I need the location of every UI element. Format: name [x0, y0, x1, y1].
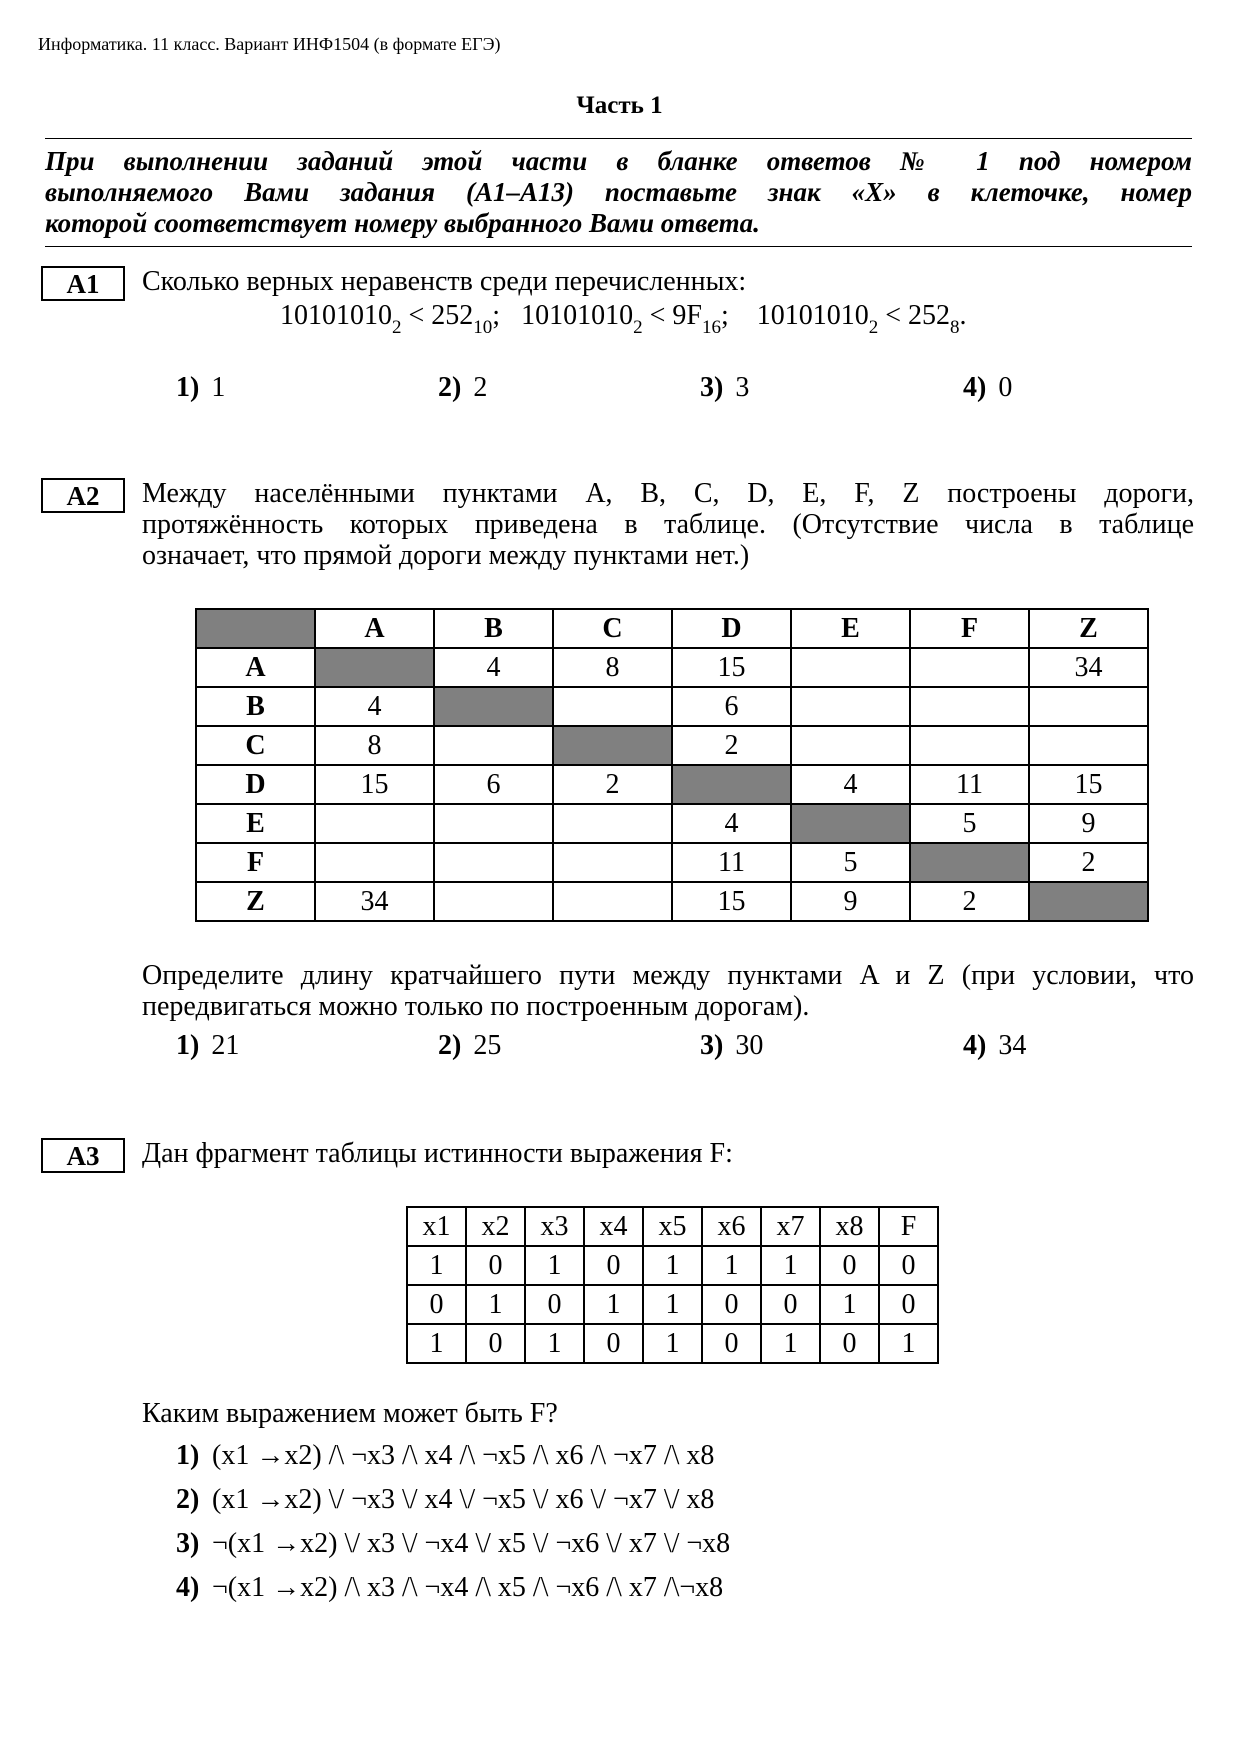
truth-cell: 1: [879, 1324, 938, 1363]
row-header: A: [196, 648, 315, 687]
distance-cell: [791, 726, 910, 765]
column-header: x2: [466, 1207, 525, 1246]
distance-cell: 4: [672, 804, 791, 843]
a2-intro-line: Между населёнными пунктами A, B, C, D, E, F, Z построены дороги,: [142, 478, 1194, 509]
column-header: Z: [1029, 609, 1148, 648]
a2-option-3[interactable]: 3) 30: [700, 1030, 764, 1061]
truth-cell: 1: [702, 1246, 761, 1285]
truth-cell: 1: [761, 1324, 820, 1363]
truth-cell: 0: [820, 1324, 879, 1363]
distance-cell: [553, 687, 672, 726]
a3-option-2[interactable]: 2) (x1 →x2) \/ ¬x3 \/ x4 \/ ¬x5 \/ x6 \/ ¬x7 \/ x8: [176, 1484, 715, 1515]
roads-header-row: [196, 609, 1148, 648]
column-header: x3: [525, 1207, 584, 1246]
distance-cell: [791, 687, 910, 726]
a2-intro: [142, 478, 1194, 571]
truth-cell: 1: [525, 1246, 584, 1285]
corner-cell: [196, 609, 315, 648]
a1-question: Сколько верных неравенств среди перечисленных:: [142, 266, 747, 297]
instruction-line: выполняемого Вами задания (А1–А13) поставьте знак «Х» в клеточке, номер: [45, 177, 1192, 207]
column-header: F: [910, 609, 1029, 648]
distance-cell: 4: [434, 648, 553, 687]
distance-cell: 34: [315, 882, 434, 921]
truth-cell: 0: [407, 1285, 466, 1324]
distance-cell: [910, 726, 1029, 765]
distance-cell: 15: [672, 882, 791, 921]
a1-inequality-3: $10101010_2 < 252_8$.: [756, 300, 967, 338]
distance-cell: 8: [553, 648, 672, 687]
a2-intro-line: означает, что прямой дороги между пунктами нет.): [142, 540, 750, 571]
distance-cell: [553, 843, 672, 882]
truth-cell: 1: [761, 1246, 820, 1285]
truth-cell: 0: [702, 1324, 761, 1363]
table-row: [407, 1246, 938, 1285]
distance-cell: [553, 804, 672, 843]
divider-bottom: [45, 246, 1192, 247]
a1-inequalities: [280, 300, 967, 338]
distance-cell: 15: [315, 765, 434, 804]
distance-cell: 2: [672, 726, 791, 765]
distance-cell: [434, 726, 553, 765]
truth-cell: 0: [761, 1285, 820, 1324]
distance-cell: 11: [910, 765, 1029, 804]
distance-cell: 5: [791, 843, 910, 882]
truth-cell: 1: [820, 1285, 879, 1324]
a2-question-line: Определите длину кратчайшего пути между пунктами A и Z (при условии, что: [142, 960, 1194, 991]
truth-cell: 0: [702, 1285, 761, 1324]
distance-cell: [910, 687, 1029, 726]
distance-cell: 2: [553, 765, 672, 804]
page-header: Информатика. 11 класс. Вариант ИНФ1504 (в формате ЕГЭ): [38, 34, 501, 54]
distance-cell: 8: [315, 726, 434, 765]
distance-cell: [434, 882, 553, 921]
a2-option-2[interactable]: 2) 25: [438, 1030, 502, 1061]
table-row: [196, 648, 1148, 687]
distance-cell: [1029, 687, 1148, 726]
distance-cell: [434, 843, 553, 882]
distance-cell: 34: [1029, 648, 1148, 687]
truth-cell: 0: [820, 1246, 879, 1285]
a1-option-4[interactable]: 4) 0: [963, 372, 1013, 403]
table-row: [196, 726, 1148, 765]
row-header: B: [196, 687, 315, 726]
a3-question2: Каким выражением может быть F?: [142, 1398, 558, 1429]
table-row: [407, 1324, 938, 1363]
table-row: [196, 882, 1148, 921]
distance-cell: 11: [672, 843, 791, 882]
diagonal-cell: [434, 687, 553, 726]
truth-cell: 0: [879, 1246, 938, 1285]
truth-cell: 0: [584, 1246, 643, 1285]
truth-header-row: [407, 1207, 938, 1246]
instructions: [45, 146, 1192, 239]
truth-cell: 0: [584, 1324, 643, 1363]
truth-cell: 1: [466, 1285, 525, 1324]
row-header: Z: [196, 882, 315, 921]
diagonal-cell: [553, 726, 672, 765]
column-header: B: [434, 609, 553, 648]
column-header: D: [672, 609, 791, 648]
truth-cell: 1: [643, 1246, 702, 1285]
truth-cell: 1: [407, 1246, 466, 1285]
distance-cell: 4: [791, 765, 910, 804]
a3-question: Дан фрагмент таблицы истинности выражения F:: [142, 1138, 733, 1169]
task-label-a1: А1: [41, 266, 125, 301]
diagonal-cell: [1029, 882, 1148, 921]
diagonal-cell: [672, 765, 791, 804]
distance-cell: 9: [1029, 804, 1148, 843]
distance-cell: 15: [1029, 765, 1148, 804]
distance-cell: [553, 882, 672, 921]
distance-cell: [315, 804, 434, 843]
task-label-a3: А3: [41, 1138, 125, 1173]
instruction-line: которой соответствует номеру выбранного Вами ответа.: [45, 208, 760, 238]
a1-option-3[interactable]: 3) 3: [700, 372, 750, 403]
table-row: [196, 804, 1148, 843]
distance-cell: 2: [910, 882, 1029, 921]
truth-cell: 0: [525, 1285, 584, 1324]
column-header: C: [553, 609, 672, 648]
truth-table: [406, 1206, 939, 1364]
table-row: [196, 843, 1148, 882]
a2-question: [142, 960, 1194, 1022]
table-row: [196, 765, 1148, 804]
distance-cell: 5: [910, 804, 1029, 843]
row-header: D: [196, 765, 315, 804]
distance-cell: [315, 843, 434, 882]
roads-table: [195, 608, 1149, 922]
a3-option-1[interactable]: 1) (x1 →x2) /\ ¬x3 /\ x4 /\ ¬x5 /\ x6 /\ ¬x7 /\ x8: [176, 1440, 715, 1471]
part-title: Часть 1: [576, 92, 663, 119]
distance-cell: 15: [672, 648, 791, 687]
a2-option-4[interactable]: 4) 34: [963, 1030, 1027, 1061]
column-header: x6: [702, 1207, 761, 1246]
diagonal-cell: [791, 804, 910, 843]
column-header: x1: [407, 1207, 466, 1246]
a2-intro-line: протяжённость которых приведена в таблице. (Отсутствие числа в таблице: [142, 509, 1194, 540]
column-header: x4: [584, 1207, 643, 1246]
column-header: x8: [820, 1207, 879, 1246]
distance-cell: [434, 804, 553, 843]
distance-cell: [910, 648, 1029, 687]
truth-cell: 0: [466, 1246, 525, 1285]
truth-cell: 1: [643, 1285, 702, 1324]
distance-cell: 2: [1029, 843, 1148, 882]
diagonal-cell: [315, 648, 434, 687]
row-header: E: [196, 804, 315, 843]
column-header: x7: [761, 1207, 820, 1246]
table-row: [407, 1285, 938, 1324]
column-header: F: [879, 1207, 938, 1246]
a1-inequality-1: $10101010_2 < 252_{10}$;: [280, 300, 501, 338]
table-row: [196, 687, 1148, 726]
task-label-a2: А2: [41, 478, 125, 513]
column-header: x5: [643, 1207, 702, 1246]
a2-option-1[interactable]: 1) 21: [176, 1030, 240, 1061]
truth-cell: 1: [407, 1324, 466, 1363]
truth-cell: 1: [584, 1285, 643, 1324]
distance-cell: 6: [672, 687, 791, 726]
distance-cell: 6: [434, 765, 553, 804]
a1-inequality-2: $10101010_2 < 9F_{16}$;: [521, 300, 729, 338]
diagonal-cell: [910, 843, 1029, 882]
a1-option-1[interactable]: 1) 1: [176, 372, 226, 403]
a1-option-2[interactable]: 2) 2: [438, 372, 488, 403]
row-header: F: [196, 843, 315, 882]
a3-option-3[interactable]: 3) ¬(x1 →x2) \/ x3 \/ ¬x4 \/ x5 \/ ¬x6 \/ x7 \/ ¬x8: [176, 1528, 731, 1559]
truth-cell: 1: [643, 1324, 702, 1363]
column-header: A: [315, 609, 434, 648]
distance-cell: 4: [315, 687, 434, 726]
divider-top: [45, 138, 1192, 139]
a3-option-4[interactable]: 4) ¬(x1 →x2) /\ x3 /\ ¬x4 /\ x5 /\ ¬x6 /\ x7 /\¬x8: [176, 1572, 724, 1603]
distance-cell: [1029, 726, 1148, 765]
distance-cell: 9: [791, 882, 910, 921]
truth-cell: 0: [879, 1285, 938, 1324]
row-header: C: [196, 726, 315, 765]
instruction-line: При выполнении заданий этой части в бланке ответов № 1 под номером: [45, 146, 1192, 176]
truth-cell: 1: [525, 1324, 584, 1363]
distance-cell: [791, 648, 910, 687]
column-header: E: [791, 609, 910, 648]
truth-cell: 0: [466, 1324, 525, 1363]
a2-question-line: передвигаться можно только по построенным дорогам).: [142, 991, 810, 1022]
